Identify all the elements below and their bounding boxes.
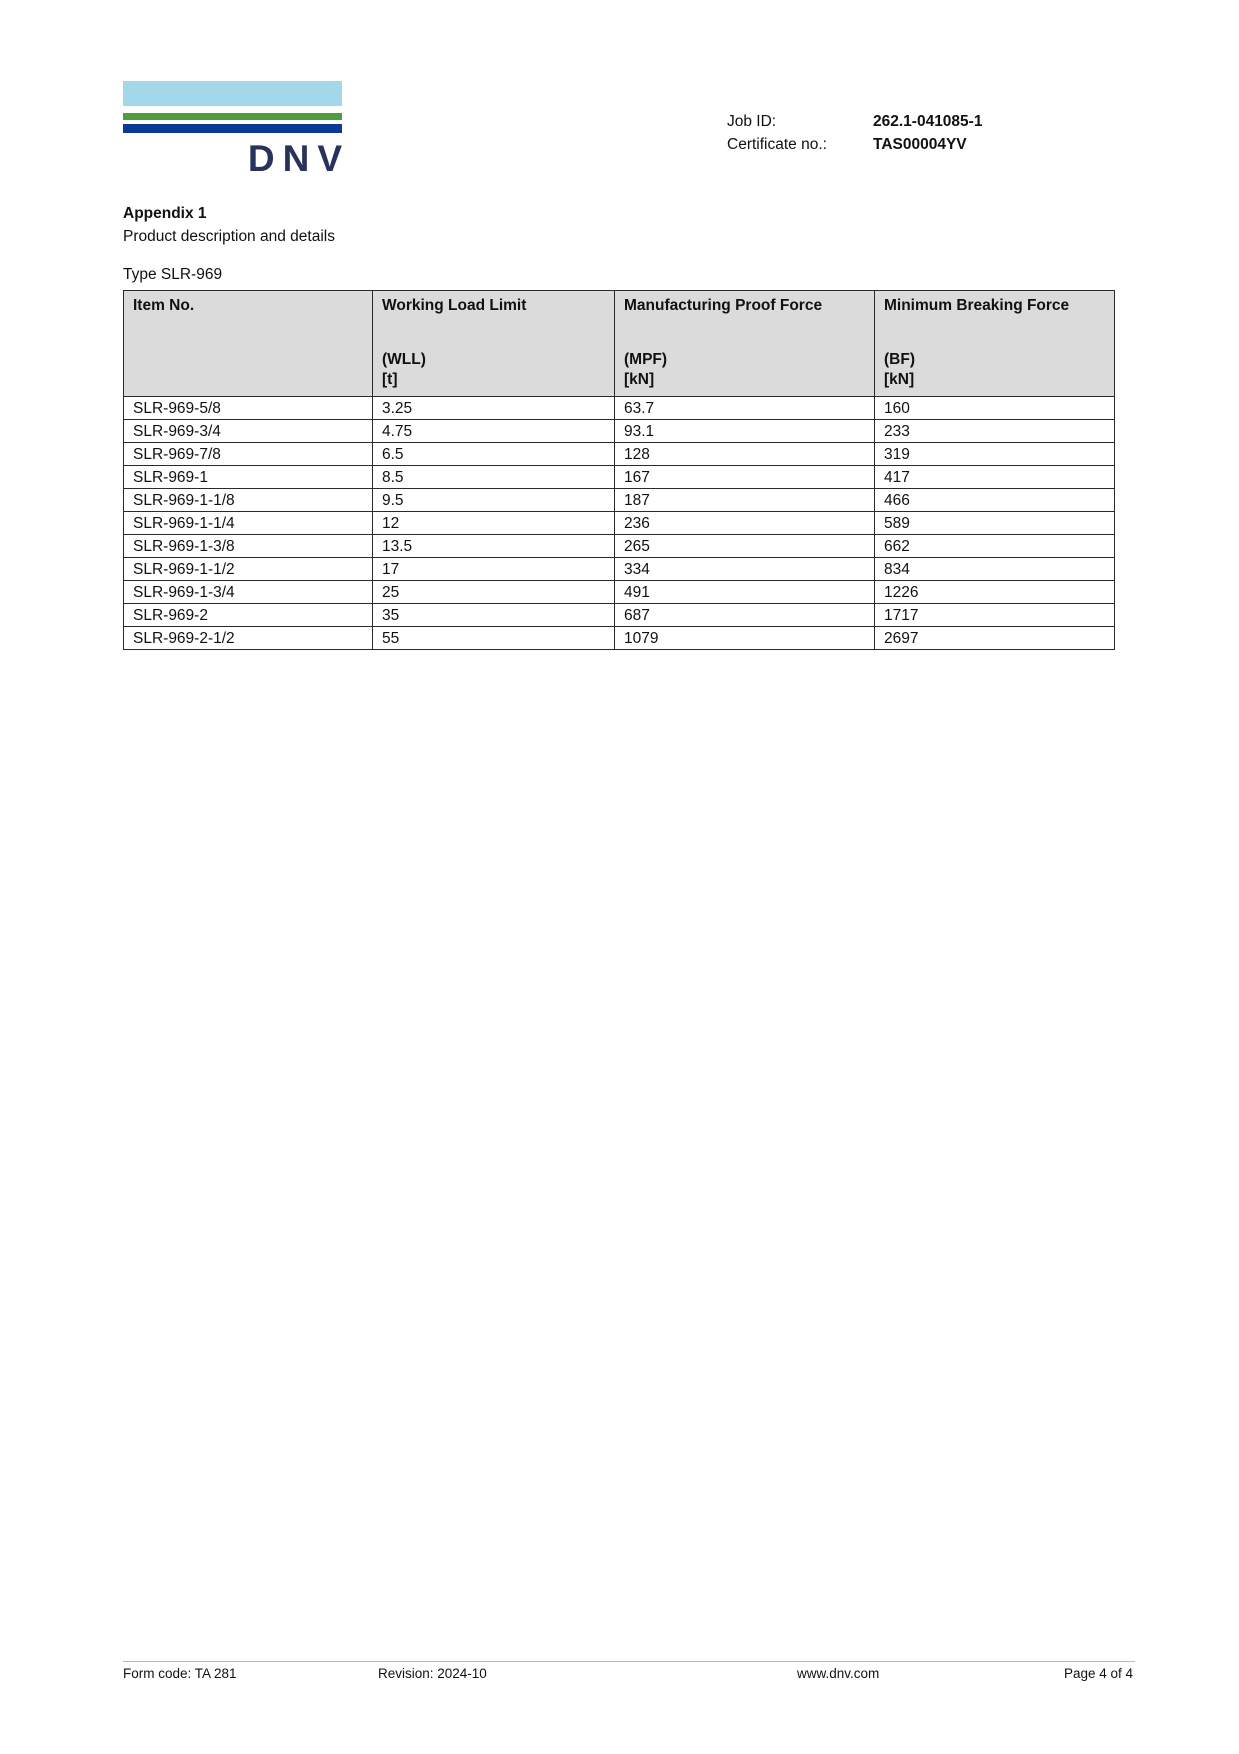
table-cell: 334 xyxy=(615,558,875,581)
spec-table-body xyxy=(124,397,1115,650)
table-cell: 9.5 xyxy=(373,489,615,512)
table-row xyxy=(124,627,1115,650)
table-cell: 466 xyxy=(875,489,1115,512)
col-title: Manufacturing Proof Force xyxy=(624,297,823,314)
table-cell: 2697 xyxy=(875,627,1115,650)
table-cell: 1226 xyxy=(875,581,1115,604)
table-cell: SLR-969-2-1/2 xyxy=(124,627,373,650)
col-unit: [kN] xyxy=(624,371,655,388)
table-cell: 128 xyxy=(615,443,875,466)
table-cell: 6.5 xyxy=(373,443,615,466)
table-cell: 167 xyxy=(615,466,875,489)
table-cell: 25 xyxy=(373,581,615,604)
logo-bar-darkblue-icon xyxy=(123,124,342,133)
certificate-no-row xyxy=(727,133,982,156)
table-cell: 236 xyxy=(615,512,875,535)
table-cell: SLR-969-1-1/4 xyxy=(124,512,373,535)
col-header-bf xyxy=(875,291,1115,397)
footer-page-number: Page 4 of 4 xyxy=(1063,1666,1133,1681)
col-title: Working Load Limit xyxy=(382,297,527,314)
job-id-value: 262.1-041085-1 xyxy=(873,113,983,130)
table-row xyxy=(124,512,1115,535)
logo-bar-green-icon xyxy=(123,113,342,120)
appendix-title: Appendix 1 xyxy=(123,205,207,222)
table-cell: 13.5 xyxy=(373,535,615,558)
table-cell: 589 xyxy=(875,512,1115,535)
footer-website: www.dnv.com xyxy=(797,1666,880,1681)
table-cell: 35 xyxy=(373,604,615,627)
table-cell: 93.1 xyxy=(615,420,875,443)
col-header-mpf xyxy=(615,291,875,397)
table-cell: 55 xyxy=(373,627,615,650)
col-header-wll xyxy=(373,291,615,397)
table-row xyxy=(124,535,1115,558)
appendix-heading xyxy=(123,202,335,248)
footer-form-code: Form code: TA 281 xyxy=(123,1666,237,1681)
table-caption: Type SLR-969 xyxy=(123,266,223,283)
appendix-subtitle: Product description and details xyxy=(123,228,335,245)
logo-bar-lightblue-icon xyxy=(123,81,342,106)
table-cell: SLR-969-1-3/8 xyxy=(124,535,373,558)
table-cell: SLR-969-1-1/2 xyxy=(124,558,373,581)
col-abbr: (WLL) xyxy=(382,351,426,368)
table-row xyxy=(124,466,1115,489)
table-row xyxy=(124,443,1115,466)
spec-table-header xyxy=(124,291,1115,397)
table-cell: 4.75 xyxy=(373,420,615,443)
col-unit: [kN] xyxy=(884,371,915,388)
table-cell: 160 xyxy=(875,397,1115,420)
certificate-no-label: Certificate no.: xyxy=(727,136,827,153)
table-row xyxy=(124,489,1115,512)
table-cell: 3.25 xyxy=(373,397,615,420)
table-cell: 8.5 xyxy=(373,466,615,489)
table-cell: 319 xyxy=(875,443,1115,466)
col-title: Item No. xyxy=(133,297,195,314)
table-row xyxy=(124,604,1115,627)
col-title: Minimum Breaking Force xyxy=(884,297,1070,314)
col-unit: [t] xyxy=(382,371,398,388)
table-cell: 12 xyxy=(373,512,615,535)
table-cell: 265 xyxy=(615,535,875,558)
table-cell: 491 xyxy=(615,581,875,604)
table-cell: 187 xyxy=(615,489,875,512)
dnv-logo-text: DNV xyxy=(247,138,350,179)
document-meta xyxy=(727,110,982,156)
table-cell: 417 xyxy=(875,466,1115,489)
table-row xyxy=(124,558,1115,581)
table-cell: SLR-969-3/4 xyxy=(124,420,373,443)
table-cell: 1079 xyxy=(615,627,875,650)
footer-rule xyxy=(123,1661,1135,1662)
table-cell: SLR-969-7/8 xyxy=(124,443,373,466)
page-footer xyxy=(123,1665,1135,1685)
certificate-no-value: TAS00004YV xyxy=(873,136,967,153)
col-abbr: (MPF) xyxy=(624,351,668,368)
table-cell: 1717 xyxy=(875,604,1115,627)
job-id-label: Job ID: xyxy=(727,113,777,130)
table-row xyxy=(124,581,1115,604)
table-cell: SLR-969-2 xyxy=(124,604,373,627)
job-id-row xyxy=(727,110,982,133)
col-header-item-no xyxy=(124,291,373,397)
table-cell: SLR-969-5/8 xyxy=(124,397,373,420)
table-cell: SLR-969-1-1/8 xyxy=(124,489,373,512)
footer-revision: Revision: 2024-10 xyxy=(378,1666,487,1681)
table-cell: SLR-969-1 xyxy=(124,466,373,489)
dnv-logo xyxy=(123,81,350,179)
table-cell: SLR-969-1-3/4 xyxy=(124,581,373,604)
table-row xyxy=(124,420,1115,443)
table-cell: 63.7 xyxy=(615,397,875,420)
table-cell: 687 xyxy=(615,604,875,627)
table-cell: 662 xyxy=(875,535,1115,558)
table-cell: 233 xyxy=(875,420,1115,443)
col-abbr: (BF) xyxy=(884,351,915,368)
table-row xyxy=(124,397,1115,420)
table-cell: 17 xyxy=(373,558,615,581)
spec-table xyxy=(123,290,1115,650)
table-cell: 834 xyxy=(875,558,1115,581)
